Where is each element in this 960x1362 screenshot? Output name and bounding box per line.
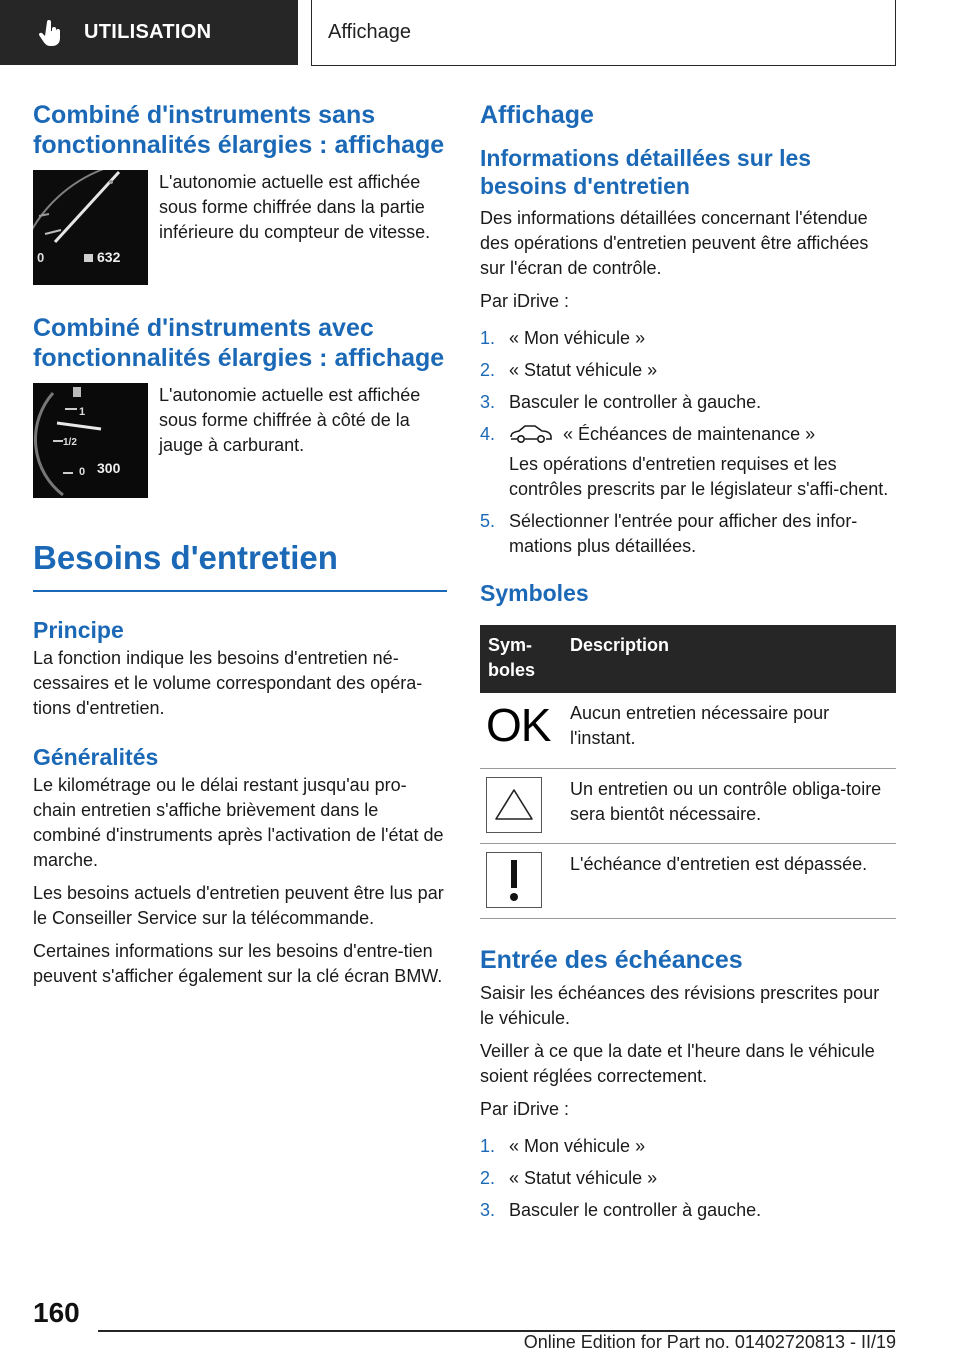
row-desc: Aucun entretien nécessaire pour l'instant. — [562, 693, 896, 768]
generalites-p3: Certaines informations sur les besoins d'entre-tien peuvent s'afficher également sur la clé écran BMW. — [33, 940, 443, 986]
entree-p2: Veiller à ce que la date et l'heure dans le véhicule soient réglées correctement. — [480, 1040, 875, 1086]
hand-pointer-icon — [36, 18, 66, 48]
list-item: 5. Sélectionner l'entrée pour afficher des infor-mations plus détaillées. — [480, 511, 858, 556]
right-column — [480, 100, 896, 1230]
main-section-title: Besoins d'entretien — [33, 539, 338, 576]
list-item: 2. « Statut véhicule » — [480, 1167, 658, 1188]
list-item: 3. Basculer le controller à gauche. — [480, 1199, 762, 1220]
ok-icon: OK — [486, 699, 551, 751]
col-description: Description — [562, 625, 896, 693]
fuel-full: 1 — [79, 406, 86, 418]
details-steps — [480, 326, 896, 447]
left-column — [33, 100, 447, 989]
chapter-title: Affichage — [328, 21, 412, 43]
principe-title: Principe — [33, 616, 124, 643]
edition-text: Online Edition for Part no. 01402720813 - II/19 — [523, 1332, 896, 1352]
entree-par-idrive: Par iDrive : — [480, 1098, 570, 1119]
cluster-basic-row — [33, 170, 447, 285]
title-rule — [33, 590, 447, 592]
fuel-gauge-image — [33, 383, 148, 498]
table-row — [480, 843, 896, 918]
cluster-extended-title: Combiné d'instruments avec fonctionnalités élargies : affichage — [33, 314, 445, 372]
page-number: 160 — [33, 1297, 80, 1328]
list-item: 3. Basculer le controller à gauche. — [480, 392, 762, 412]
fuel-half: 1/2 — [63, 437, 77, 448]
details-steps-cont — [480, 509, 896, 559]
cluster-extended-row — [33, 383, 447, 498]
generalites-p2: Les besoins actuels d'entretien peuvent être lus par le Conseiller Service sur la télécommande. — [33, 882, 444, 928]
list-item: 1. « Mon véhicule » — [480, 1135, 646, 1156]
fuel-zero: 0 — [79, 466, 86, 478]
entree-title: Entrée des échéances — [480, 945, 743, 974]
generalites-p1: Le kilométrage ou le délai restant jusqu'au pro-chain entretien s'affiche brièvement dans le combiné d'instruments après l'activation de l'état de marche. — [33, 774, 444, 870]
car-service-icon — [509, 422, 553, 444]
cluster-basic-text: L'autonomie actuelle est affichée sous forme chiffrée dans la partie inférieure du compteur de vitesse. — [159, 172, 431, 242]
entree-p1: Saisir les échéances des révisions prescrites pour le véhicule. — [480, 982, 880, 1028]
generalites-title: Généralités — [33, 743, 159, 770]
symbols-table — [480, 625, 896, 919]
list-item: 4. « Échéances de maintenance » — [480, 424, 816, 444]
symbols-title: Symboles — [480, 580, 589, 606]
step4-note: Les opérations d'entretien requises et les contrôles prescrits par le législateur s'affi-chent. — [509, 454, 889, 499]
entree-steps — [480, 1134, 896, 1223]
list-item: 1. « Mon véhicule » — [480, 328, 646, 348]
speedo-zero: 0 — [37, 250, 45, 265]
section-label: UTILISATION — [84, 21, 212, 43]
par-idrive: Par iDrive : — [480, 291, 570, 311]
speedometer-range-image — [33, 170, 148, 285]
table-row — [480, 693, 896, 768]
row-desc: Un entretien ou un contrôle obliga-toire sera bientôt nécessaire. — [562, 768, 896, 843]
cluster-extended-text: L'autonomie actuelle est affichée sous forme chiffrée à côté de la jauge à carburant. — [159, 385, 421, 455]
row-desc: L'échéance d'entretien est dépassée. — [562, 843, 896, 918]
fuel-range-value: 300 — [97, 460, 121, 476]
table-row — [480, 768, 896, 843]
details-title: Informations détaillées sur les besoins d'entretien — [480, 145, 812, 199]
principe-text: La fonction indique les besoins d'entretien né-cessaires et le volume correspondant des opéra-tions d'entretien. — [33, 647, 423, 718]
section-tab[interactable] — [0, 0, 298, 65]
details-intro: Des informations détaillées concernant l'étendue des opérations d'entretien peuvent être affichées sur l'écran de contrôle. — [480, 208, 869, 278]
exclamation-icon — [486, 852, 542, 908]
cluster-basic-title: Combiné d'instruments sans fonctionnalités élargies : affichage — [33, 101, 445, 159]
col-symbols: Sym-boles — [480, 625, 562, 693]
table-header — [480, 625, 896, 693]
warning-triangle-icon — [486, 777, 542, 833]
affichage-title: Affichage — [480, 101, 594, 129]
chapter-title-box — [311, 0, 896, 66]
range-value: 632 — [97, 249, 121, 265]
list-item: 2. « Statut véhicule » — [480, 360, 658, 380]
